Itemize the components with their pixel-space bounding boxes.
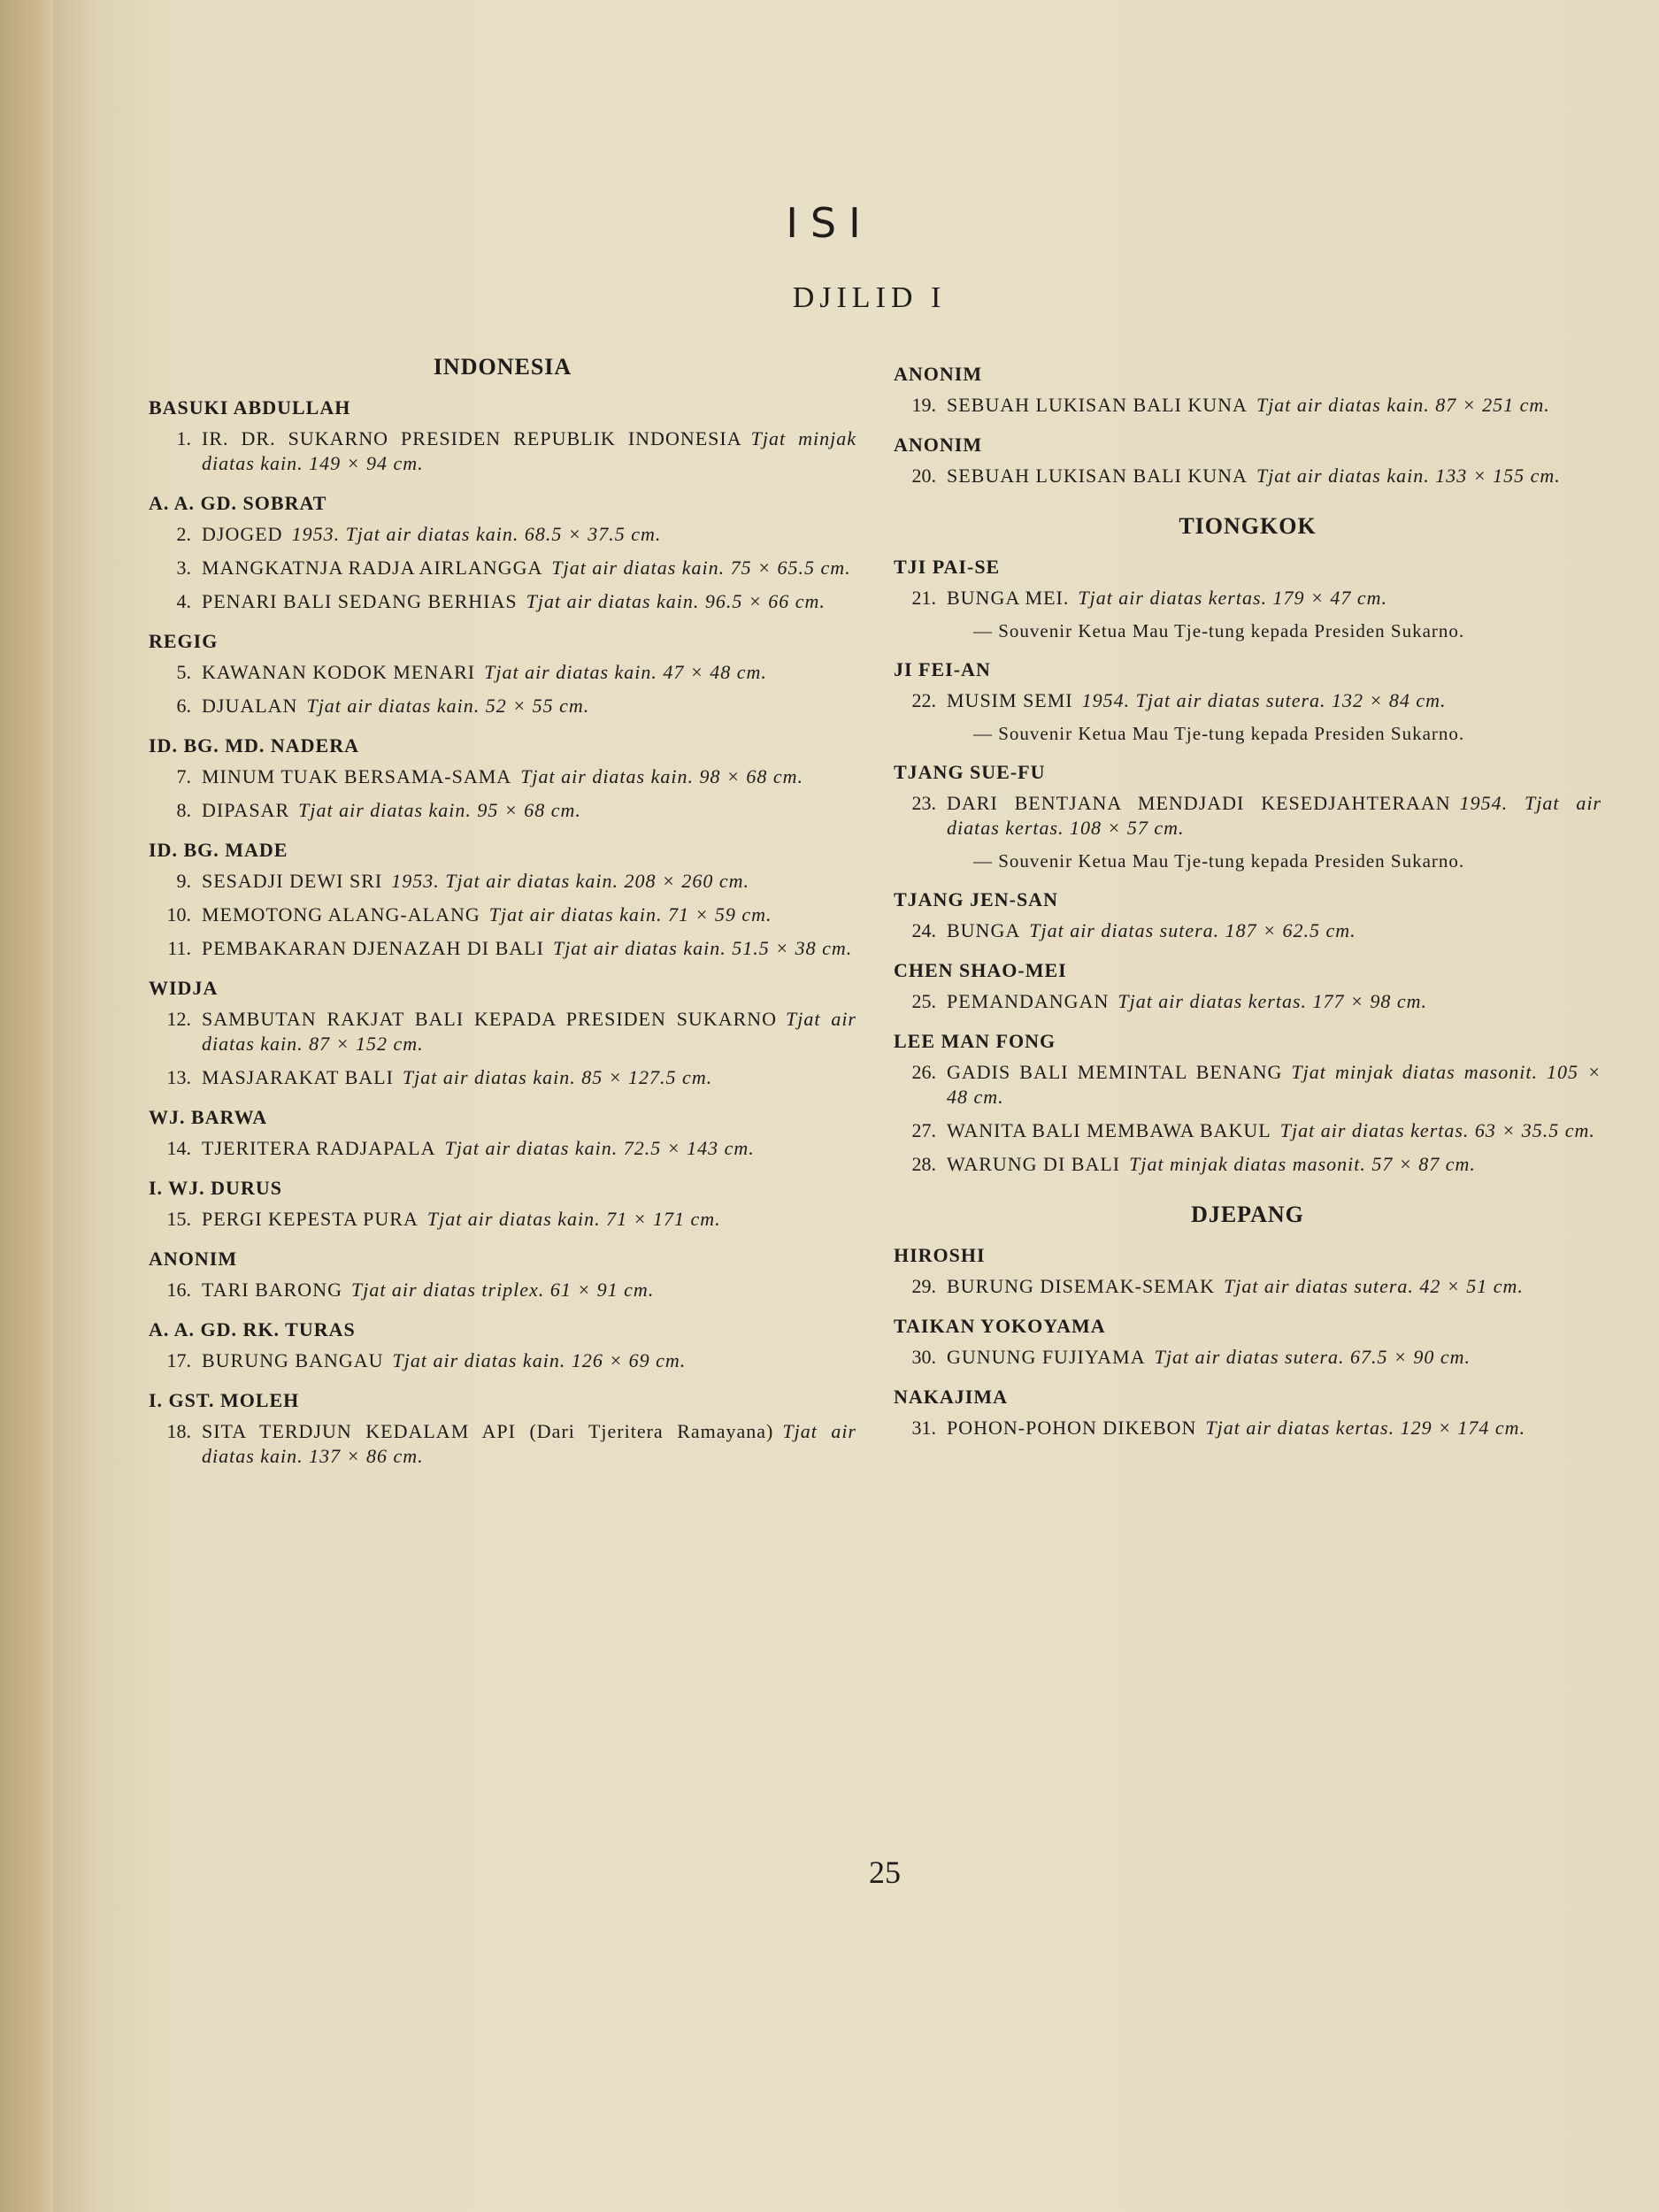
artwork-medium: Tjat minjak diatas kain. 149 × 94 cm. [202,427,856,474]
entry-text [202,522,856,547]
artwork-medium: Tjat air diatas kain. 75 × 65.5 cm. [551,557,851,579]
entry-text [947,586,1601,611]
note-text: — Souvenir Ketua Mau Tje-tung kepada Presiden Sukarno. [973,620,1465,641]
entry-number: 14. [166,1137,191,1159]
catalog-entry [894,1152,1601,1177]
entry-number: 1. [176,427,191,449]
entry-text [202,589,856,614]
catalog-entry [894,989,1601,1014]
entry-text [202,1207,856,1232]
artist-name: TAIKAN YOKOYAMA [894,1315,1106,1337]
entry-text [947,464,1601,488]
artwork-medium: 1953. Tjat air diatas kain. 208 × 260 cm. [391,870,750,892]
artwork-title: PEMBAKARAN DJENAZAH DI BALI [202,937,544,959]
entry-number: 15. [166,1208,191,1230]
catalog-entry [149,556,856,580]
artwork-title: SEBUAH LUKISAN BALI KUNA [947,465,1248,487]
artwork-title: DARI BENTJANA MENDJADI KESEDJAHTERAAN [947,792,1451,814]
artist-groups [894,1244,1601,1440]
entry-number: 28. [911,1153,936,1175]
entry-text [947,791,1601,841]
artwork-medium: Tjat minjak diatas masonit. 105 × 48 cm. [947,1061,1601,1108]
artwork-medium: Tjat air diatas kertas. 179 × 47 cm. [1078,587,1388,609]
entry-number: 8. [176,799,191,821]
artist-name: I. WJ. DURUS [149,1177,282,1199]
entry-number: 19. [911,394,936,416]
artist-name: WIDJA [149,977,219,999]
catalog-entry [894,1118,1601,1143]
note-indent [894,619,973,642]
artwork-title: PERGI KEPESTA PURA [202,1208,419,1230]
artwork-title: BURUNG BANGAU [202,1349,384,1371]
entry-number: 6. [176,695,191,717]
entry-number: 23. [911,792,936,814]
artwork-title: BURUNG DISEMAK-SEMAK [947,1275,1215,1297]
artwork-title: GADIS BALI MEMINTAL BENANG [947,1061,1283,1083]
artwork-medium: Tjat air diatas kain. 87 × 251 cm. [1256,394,1550,416]
catalog-entry [894,791,1601,841]
entry-text [202,1419,856,1469]
artwork-title: MEMOTONG ALANG-ALANG [202,903,480,926]
artist-name: REGIG [149,630,219,652]
provenance-note [894,849,1601,872]
artist-name: ID. BG. MD. NADERA [149,734,359,757]
catalog-entry [894,1345,1601,1370]
catalog-entry [149,798,856,823]
artwork-title: KAWANAN KODOK MENARI [202,661,476,683]
artwork-title: IR. DR. SUKARNO PRESIDEN REPUBLIK INDONESIA [202,427,742,449]
page-number: 25 [869,1855,901,1890]
artist-groups [894,363,1601,488]
artwork-medium: Tjat air diatas triplex. 61 × 91 cm. [350,1279,655,1301]
artwork-medium: Tjat air diatas kertas. 63 × 35.5 cm. [1279,1119,1595,1141]
artist-name: TJANG SUE-FU [894,761,1046,783]
artwork-medium: Tjat air diatas kain. 71 × 171 cm. [426,1208,721,1230]
artwork-title: DJOGED [202,523,283,545]
artist-name: I. GST. MOLEH [149,1389,300,1411]
catalog-entry [894,1416,1601,1440]
country-heading: INDONESIA [433,354,572,380]
artwork-medium: Tjat air diatas sutera. 42 × 51 cm. [1223,1275,1524,1297]
artwork-medium: 1954. Tjat air diatas kertas. 108 × 57 cm. [947,792,1601,839]
entry-text [202,869,856,894]
artwork-medium: Tjat air diatas sutera. 187 × 62.5 cm. [1029,919,1356,941]
artwork-title: POHON-POHON DIKEBON [947,1417,1197,1439]
artwork-title: BUNGA [947,919,1021,941]
artwork-title: PEMANDANGAN [947,990,1110,1012]
right-column [894,347,1601,1449]
entry-number: 7. [176,765,191,787]
entry-text [947,1274,1601,1299]
artwork-medium: Tjat air diatas kain. 126 × 69 cm. [392,1349,687,1371]
catalog-entry [149,902,856,927]
catalog-entry [149,660,856,685]
artwork-medium: Tjat air diatas kain. 47 × 48 cm. [484,661,767,683]
artist-name: WJ. BARWA [149,1106,268,1128]
entry-text [202,426,856,476]
artist-name: ANONIM [894,434,983,456]
catalog-entry [894,688,1601,713]
artist-name: ANONIM [149,1248,238,1270]
note-text: — Souvenir Ketua Mau Tje-tung kepada Presiden Sukarno. [973,850,1465,872]
entry-text [202,556,856,580]
entry-text [947,989,1601,1014]
artist-groups [149,396,856,1469]
artwork-medium: Tjat air diatas kain. 133 × 155 cm. [1256,465,1561,487]
entry-number: 17. [166,1349,191,1371]
entry-number: 4. [176,590,191,612]
volume-subtitle: DJILID I [792,281,947,314]
artwork-title: MASJARAKAT BALI [202,1066,394,1088]
catalog-entry [149,522,856,547]
artwork-medium: Tjat air diatas sutera. 67.5 × 90 cm. [1154,1346,1471,1368]
entry-number: 30. [911,1346,936,1368]
artwork-title: GUNUNG FUJIYAMA [947,1346,1146,1368]
artwork-medium: Tjat air diatas kain. 85 × 127.5 cm. [402,1066,713,1088]
left-column [149,347,856,1478]
artwork-title: WANITA BALI MEMBAWA BAKUL [947,1119,1271,1141]
artist-name: NAKAJIMA [894,1386,1008,1408]
catalog-entry [894,393,1601,418]
artist-name: A. A. GD. RK. TURAS [149,1318,356,1340]
artwork-medium: Tjat air diatas kain. 51.5 × 38 cm. [552,937,853,959]
entry-text [947,1416,1601,1440]
artwork-medium: Tjat air diatas kertas. 177 × 98 cm. [1118,990,1428,1012]
entry-text [202,1348,856,1373]
entry-number: 5. [176,661,191,683]
note-indent [894,722,973,745]
provenance-note [894,722,1601,745]
catalog-entry [149,426,856,476]
catalog-entry [149,936,856,961]
entry-text [202,694,856,718]
entry-text [202,1007,856,1056]
catalog-entry [149,589,856,614]
catalog-entry [894,918,1601,943]
catalog-entry [149,1348,856,1373]
entry-text [947,1060,1601,1110]
artist-name: ID. BG. MADE [149,839,288,861]
artwork-medium: 1954. Tjat air diatas sutera. 132 × 84 cm. [1081,689,1447,711]
entry-number: 22. [911,689,936,711]
artwork-medium: Tjat air diatas kain. 98 × 68 cm. [520,765,803,787]
catalog-entry [149,1207,856,1232]
artist-name: CHEN SHAO-MEI [894,959,1067,981]
artist-name: JI FEI-AN [894,658,991,680]
entry-text [947,1152,1601,1177]
artist-name: A. A. GD. SOBRAT [149,492,327,514]
entry-text [947,393,1601,418]
artwork-title: PENARI BALI SEDANG BERHIAS [202,590,518,612]
artwork-title: SESADJI DEWI SRI [202,870,383,892]
artwork-title: SITA TERDJUN KEDALAM API (Dari Tjeritera Ramayana) [202,1420,774,1442]
artist-groups [894,556,1601,1177]
catalog-entry [894,586,1601,611]
entry-number: 9. [176,870,191,892]
entry-number: 27. [911,1119,936,1141]
note-text: — Souvenir Ketua Mau Tje-tung kepada Presiden Sukarno. [973,723,1465,744]
artwork-title: TJERITERA RADJAPALA [202,1137,436,1159]
artwork-title: DIPASAR [202,799,290,821]
page-title: ISI [786,199,873,247]
artist-name: TJI PAI-SE [894,556,1001,578]
artist-name: ANONIM [894,363,983,385]
entry-number: 20. [911,465,936,487]
entry-number: 10. [166,903,191,926]
entry-number: 21. [911,587,936,609]
catalog-entry [149,1065,856,1090]
artist-name: HIROSHI [894,1244,986,1266]
artwork-medium: Tjat air diatas kain. 72.5 × 143 cm. [444,1137,755,1159]
entry-number: 26. [911,1061,936,1083]
entry-number: 29. [911,1275,936,1297]
country-heading: DJEPANG [1191,1202,1304,1227]
entry-number: 2. [176,523,191,545]
entry-text [202,764,856,789]
catalog-entry [894,464,1601,488]
entry-text [947,1118,1601,1143]
entry-text [947,1345,1601,1370]
artwork-title: MINUM TUAK BERSAMA-SAMA [202,765,512,787]
artwork-medium: Tjat air diatas kain. 52 × 55 cm. [306,695,590,717]
catalog-entry [894,1060,1601,1110]
artwork-title: MUSIM SEMI [947,689,1073,711]
artwork-title: MANGKATNJA RADJA AIRLANGGA [202,557,543,579]
entry-text [947,688,1601,713]
catalog-entry [894,1274,1601,1299]
entry-number: 13. [166,1066,191,1088]
country-heading: TIONGKOK [1179,513,1317,539]
catalog-entry [149,1278,856,1302]
artwork-title: SEBUAH LUKISAN BALI KUNA [947,394,1248,416]
catalog-entry [149,869,856,894]
entry-text [202,660,856,685]
catalog-entry [149,1136,856,1161]
artwork-title: DJUALAN [202,695,298,717]
artwork-title: BUNGA MEI. [947,587,1070,609]
entry-text [202,936,856,961]
artwork-medium: Tjat minjak diatas masonit. 57 × 87 cm. [1129,1153,1476,1175]
entry-text [202,1136,856,1161]
entry-text [202,1065,856,1090]
artwork-medium: Tjat air diatas kain. 95 × 68 cm. [298,799,581,821]
artist-name: TJANG JEN-SAN [894,888,1058,910]
entry-text [202,902,856,927]
artwork-medium: Tjat air diatas kain. 87 × 152 cm. [202,1008,856,1055]
artwork-medium: Tjat air diatas kain. 137 × 86 cm. [202,1420,856,1467]
catalog-entry [149,764,856,789]
artwork-title: WARUNG DI BALI [947,1153,1121,1175]
provenance-note [894,619,1601,642]
artwork-medium: Tjat air diatas kain. 71 × 59 cm. [488,903,772,926]
artwork-title: TARI BARONG [202,1279,342,1301]
entry-text [202,798,856,823]
entry-number: 3. [176,557,191,579]
artist-name: LEE MAN FONG [894,1030,1056,1052]
entry-text [202,1278,856,1302]
entry-number: 11. [167,937,191,959]
entry-number: 18. [166,1420,191,1442]
artwork-medium: Tjat air diatas kain. 96.5 × 66 cm. [526,590,826,612]
entry-number: 16. [166,1279,191,1301]
catalog-entry [149,1419,856,1469]
artwork-title: SAMBUTAN RAKJAT BALI KEPADA PRESIDEN SUKARNO [202,1008,778,1030]
artwork-medium: Tjat air diatas kertas. 129 × 174 cm. [1205,1417,1526,1439]
entry-number: 31. [911,1417,936,1439]
catalog-entry [149,694,856,718]
note-indent [894,849,973,872]
artist-name: BASUKI ABDULLAH [149,396,351,419]
entry-number: 25. [911,990,936,1012]
catalog-entry [149,1007,856,1056]
entry-number: 12. [166,1008,191,1030]
entry-number: 24. [911,919,936,941]
artwork-medium: 1953. Tjat air diatas kain. 68.5 × 37.5 cm. [291,523,662,545]
entry-text [947,918,1601,943]
